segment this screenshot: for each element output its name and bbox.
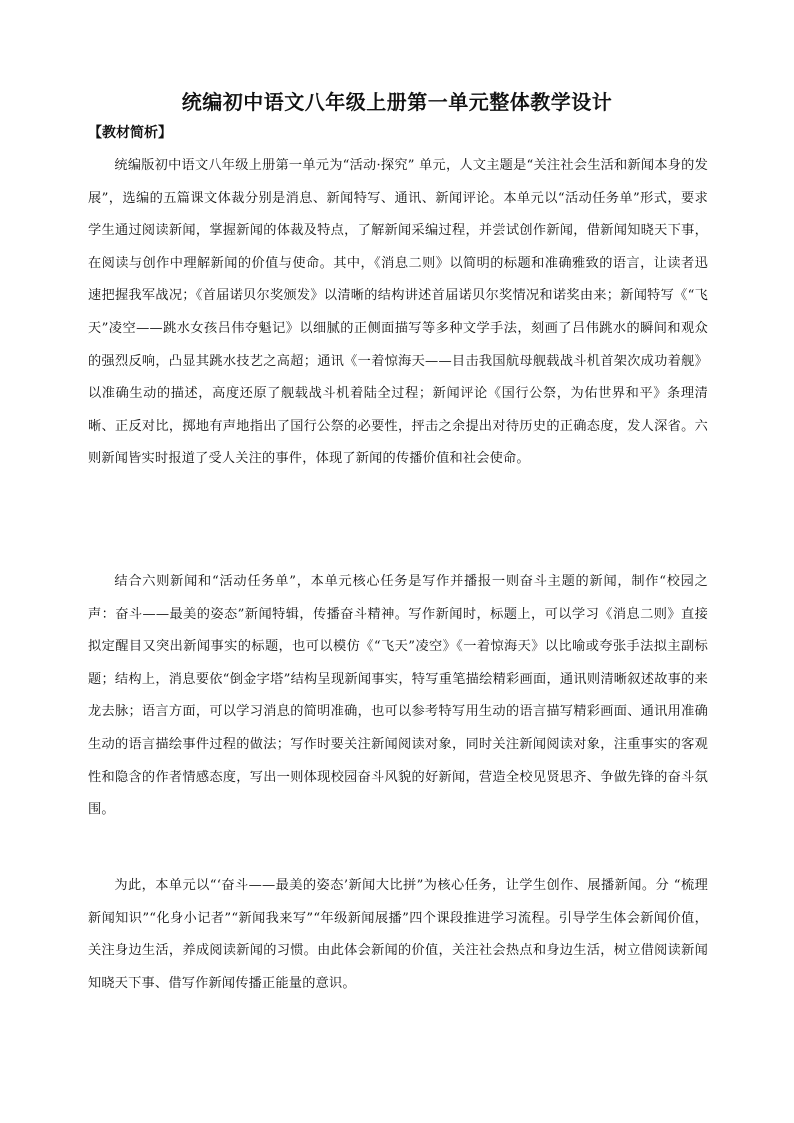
- paragraph-text: 结合六则新闻和“活动任务单”，本单元核心任务是写作并播报一则奋斗主题的新闻，制作“校园之声：奋斗——最美的姿态”新闻特辑，传播奋斗精神。写作新闻时，标题上，可以学习《消息二则》直接拟定醒目又突出新闻事实的标题，也可以模仿《“飞天”凌空》《一着惊海天》以比喻或夸张手法拟主副标题；结构上，消息要依“倒金字塔”结构呈现新闻事实，特写重笔描绘精彩画面，通讯则清晰叙述故事的来龙去脉；语言方面，可以学习消息的简明准确，也可以参考特写用生动的语言描写精彩画面、通讯用准确生动的语言描绘事件过程的做法；写作时要关注新闻阅读对象，同时关注新闻阅读对象，注重事实的客观性和隐含的作者情感态度，写出一则体现校园奋斗风貌的好新闻，营造全校见贤思齐、争做先锋的奋斗氛围。: [88, 574, 708, 818]
- paragraph-text: 统编版初中语文八年级上册第一单元为“活动·探究” 单元，人文主题是“关注社会生活和新闻本身的发展”，选编的五篇课文体裁分别是消息、新闻特写、通讯、新闻评论。本单元以“活动任务单”形式，要求学生通过阅读新闻，掌握新闻的体裁及特点，了解新闻采编过程，并尝试创作新闻，借新闻知晓天下事，在阅读与创作中理解新闻的价值与使命。其中，《消息二则》以简明的标题和准确雅致的语言，让读者迅速把握我军战况；《首届诺贝尔奖颁发》以清晰的结构讲述首届诺贝尔奖情况和诺奖由来；新闻特写《“飞天”凌空——跳水女孩吕伟夺魁记》以细腻的正侧面描写等多种文学手法，刻画了吕伟跳水的瞬间和观众的强烈反响，凸显其跳水技艺之高超；通讯《一着惊海天——目击我国航母舰载战斗机首架次成功着舰》以准确生动的描述，高度还原了舰载战斗机着陆全过程；新闻评论《国行公祭，为佑世界和平》条理清晰、正反对比，掷地有声地指出了国行公祭的必要性，抨击之余提出对待历史的正确态度，发人深省。六则新闻皆实时报道了受人关注的事件，体现了新闻的传播价值和社会使命。: [88, 158, 708, 467]
- body-paragraph-1: [88, 150, 708, 476]
- paragraph-text: 为此，本单元以“‘奋斗——最美的姿态’新闻大比拼”为核心任务，让学生创作、展播新闻。分 “梳理新闻知识”“化身小记者”“新闻我来写”“年级新闻展播”四个课段推进学习流程。引导学生体会新闻价值，关注身边生活，养成阅读新闻的习惯。由此体会新闻的价值，关注社会热点和身边生活，树立借阅读新闻知晓天下事、借写作新闻传播正能量的意识。: [88, 878, 708, 991]
- body-paragraph-3: [88, 870, 708, 1000]
- body-paragraph-2: [88, 566, 708, 827]
- section-heading: 【教材简析】: [88, 125, 172, 141]
- page-title: 统编初中语文八年级上册第一单元整体教学设计: [181, 90, 613, 114]
